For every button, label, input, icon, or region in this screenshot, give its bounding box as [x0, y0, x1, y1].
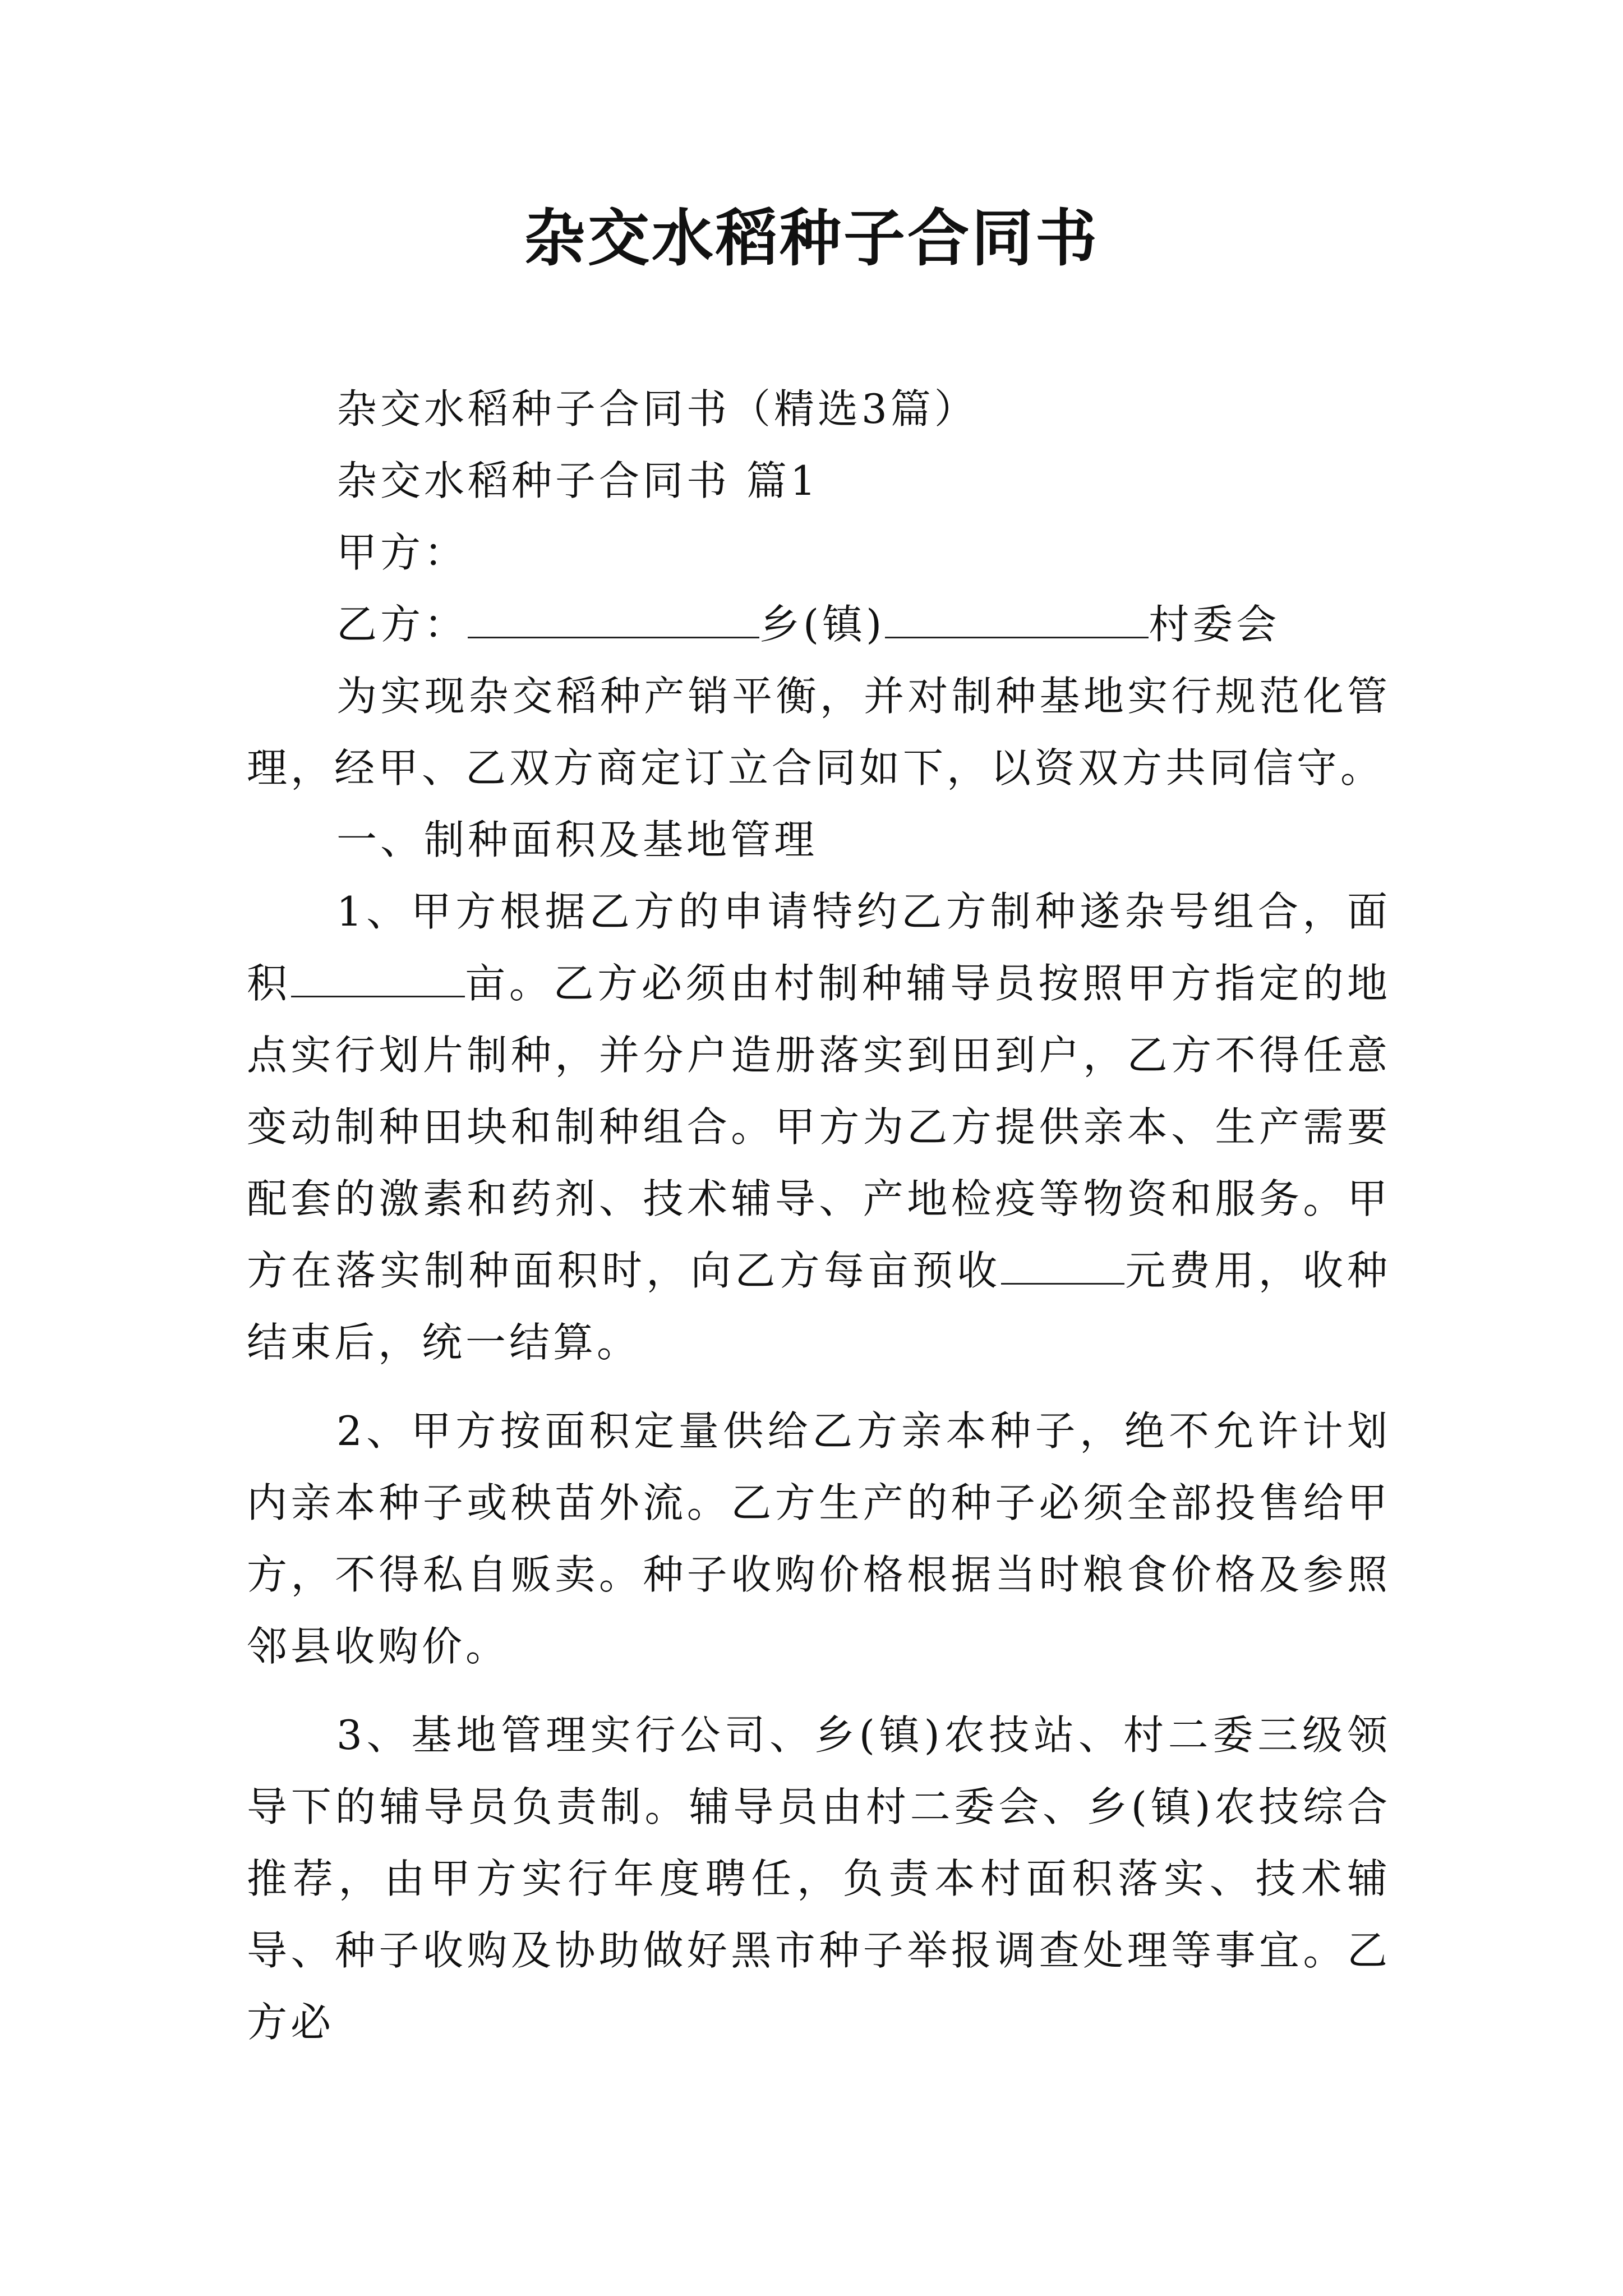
party-b-line: [247, 588, 1391, 660]
fee-blank: [1001, 1249, 1124, 1285]
area-blank: [291, 962, 465, 997]
township-label: 乡(镇): [759, 601, 886, 648]
party-a-line: 甲方：: [336, 529, 468, 576]
section-1-heading: 一、制种面积及基地管理: [336, 816, 818, 863]
clause-3-paragraph: 3、基地管理实行公司、乡(镇)农技站、村二委三级领导下的辅导员负责制。辅导员由村二委会、乡(镇)农技综合推荐，由甲方实行年度聘任，负责本村面积落实、技术辅导、种子收购及协助做好黑市种子举报调查处理等事宜。乙方必: [247, 1711, 1391, 2046]
subtitle-line: 杂交水稻种子合同书（精选3篇）: [336, 385, 978, 432]
part-heading: 杂交水稻种子合同书 篇1: [336, 457, 819, 504]
party-b-label: 乙方：: [336, 601, 468, 648]
document-body: [247, 373, 1391, 2058]
township-blank: [468, 603, 759, 638]
village-committee-label: 村委会: [1149, 601, 1280, 648]
clause-1-paragraph: [247, 876, 1391, 1378]
document-title: 杂交水稻种子合同书: [524, 203, 1099, 274]
clause-1-text-a: 1、甲方根据乙方的申请特约乙方制种遂杂号组合，面积: [247, 888, 1391, 1007]
intro-paragraph: 为实现杂交稻种产销平衡，并对制种基地实行规范化管理，经甲、乙双方商定订立合同如下，以资双方共同信守。: [247, 673, 1391, 792]
clause-2-paragraph: 2、甲方按面积定量供给乙方亲本种子，绝不允许计划内亲本种子或秧苗外流。乙方生产的种子必须全部投售给甲方，不得私自贩卖。种子收购价格根据当时粮食价格及参照邻县收购价。: [247, 1407, 1391, 1670]
village-blank: [885, 603, 1149, 638]
clause-1-text-b: 亩。乙方必须由村制种辅导员按照甲方指定的地点实行划片制种，并分户造册落实到田到户，乙方不得任意变动制种田块和制种组合。甲方为乙方提供亲本、生产需要配套的激素和药剂、技术辅导、产地检疫等物资和服务。甲方在落实制种面积时，向乙方每亩预收: [247, 960, 1391, 1294]
clause-1-text-c: 元费用，收种结束后，统一结算。: [247, 1247, 1391, 1366]
